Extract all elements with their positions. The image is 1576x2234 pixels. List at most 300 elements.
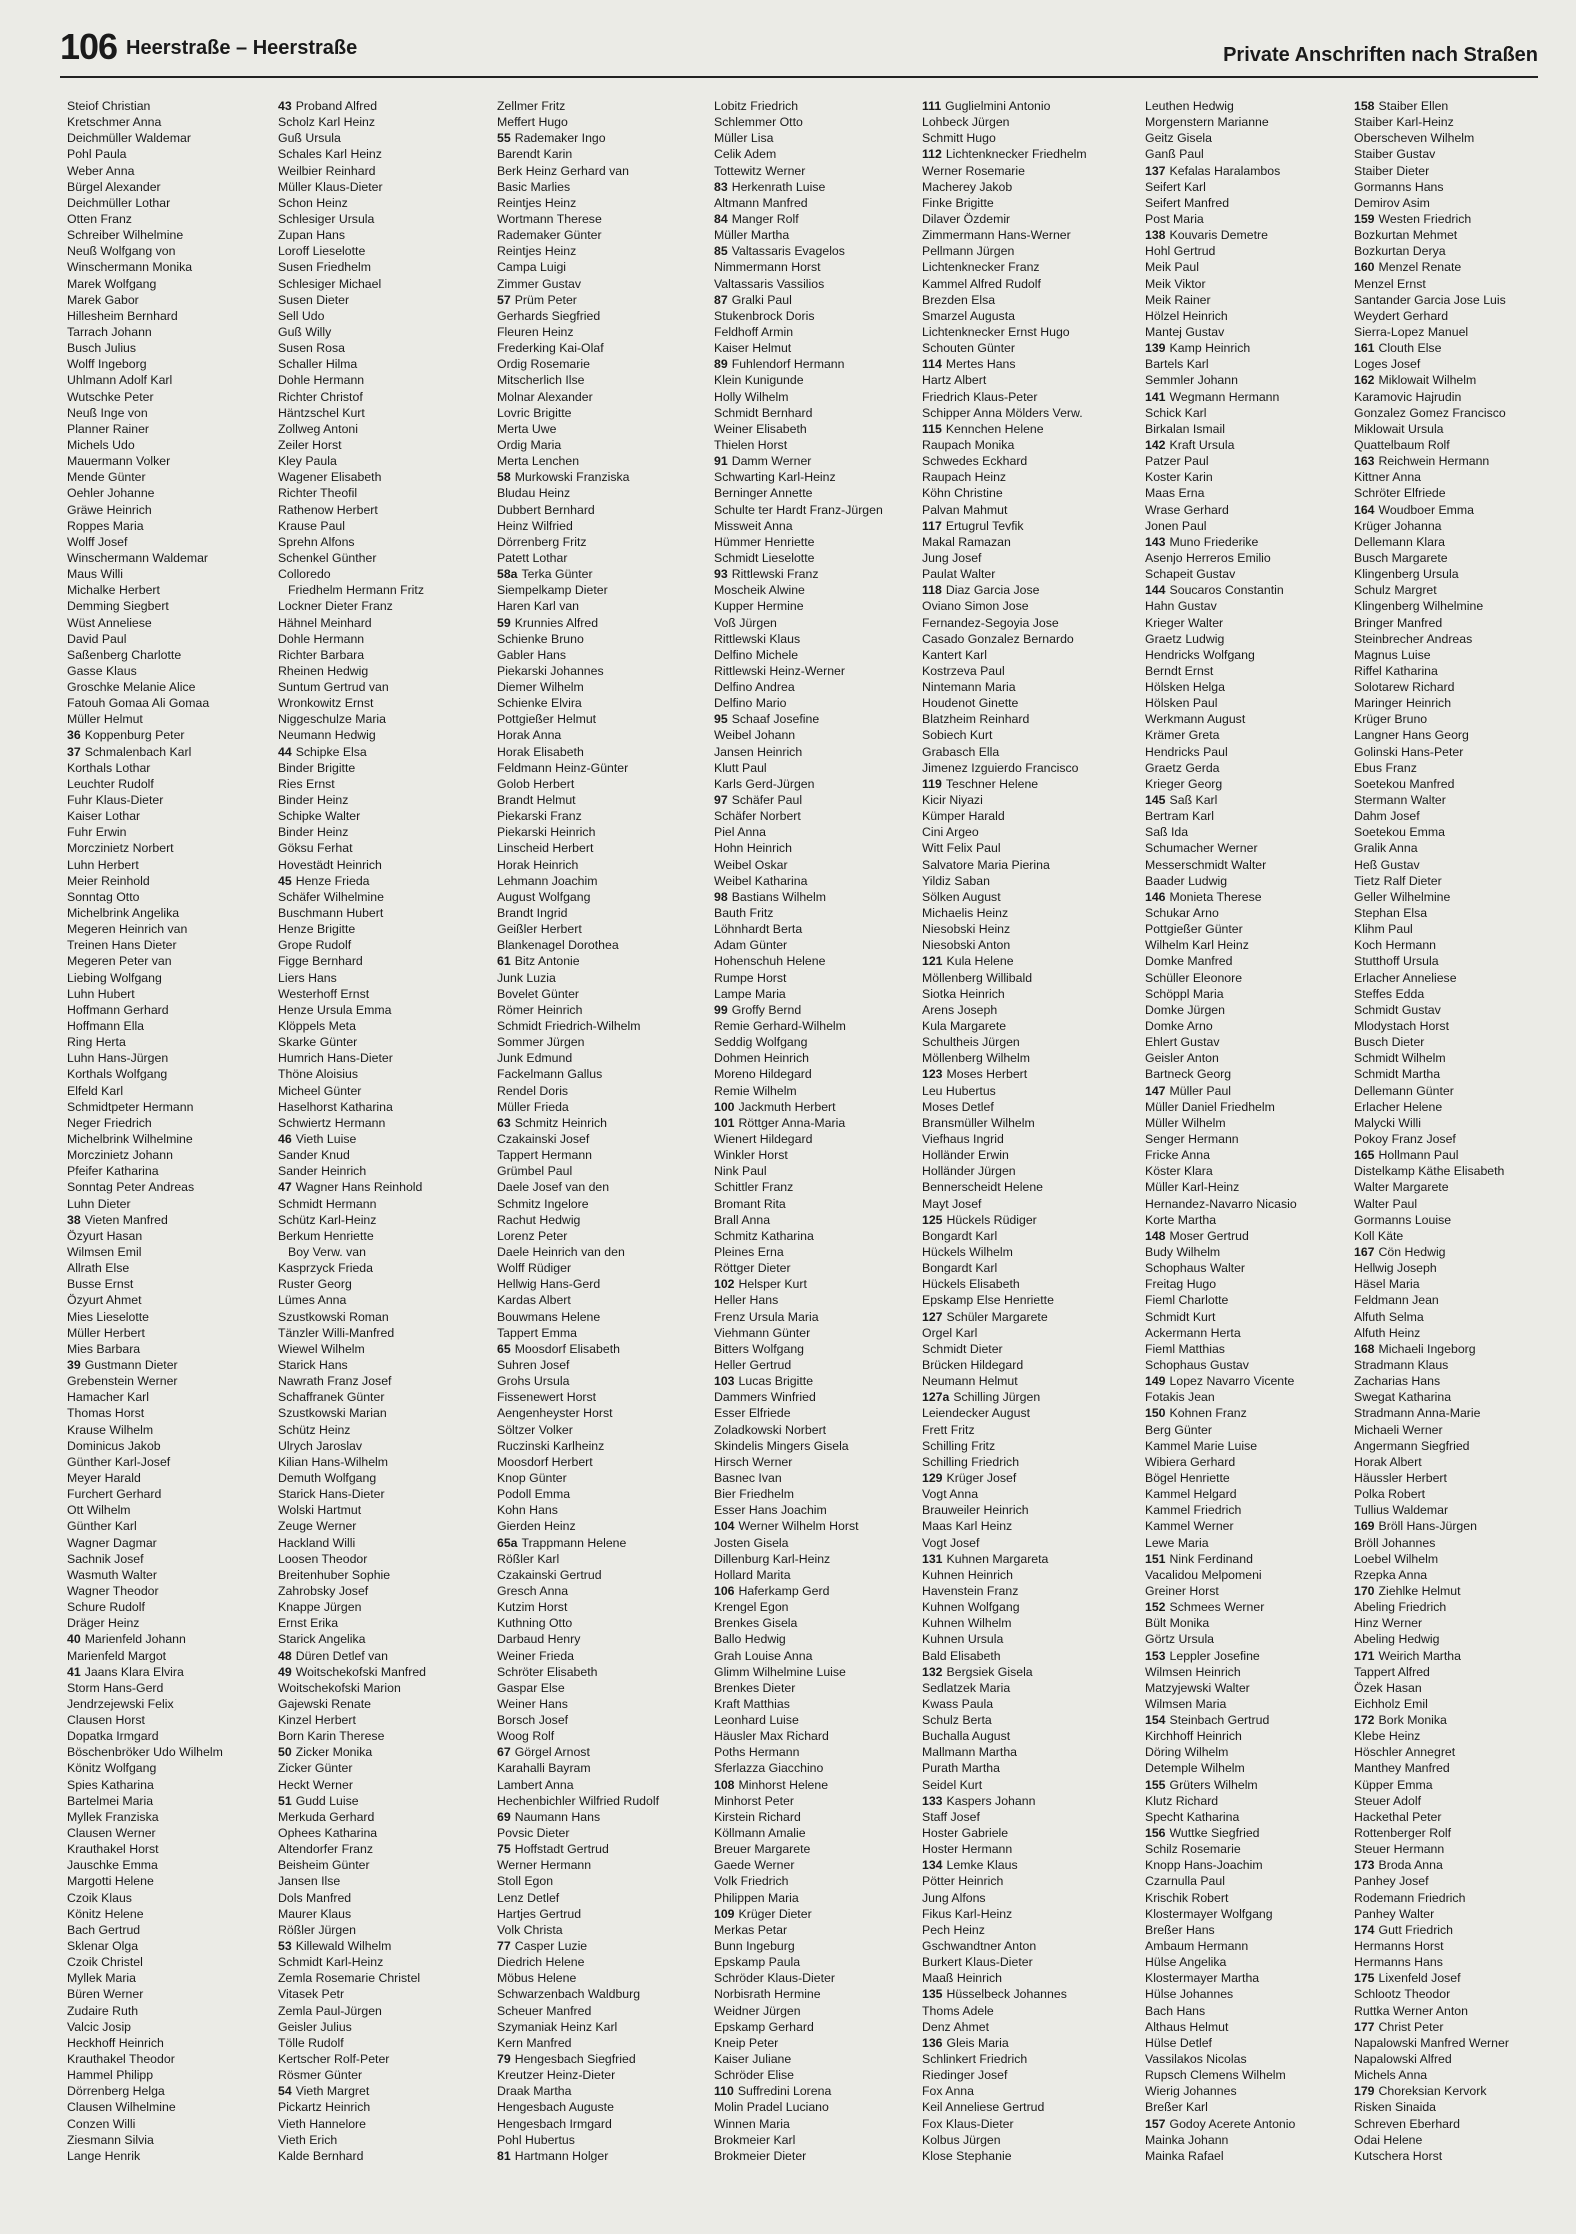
- resident-name: Schäfer Wilhelmine: [278, 889, 384, 904]
- directory-entry: [714, 889, 922, 905]
- resident-name: Dohle Hermann: [278, 373, 365, 388]
- directory-entry: [278, 211, 486, 227]
- directory-entry: [278, 1373, 486, 1389]
- directory-entry: [714, 534, 922, 550]
- resident-name: Gralki Paul: [731, 292, 792, 307]
- resident-name: Geitz Gisela: [1145, 131, 1212, 146]
- directory-entry: [497, 1050, 705, 1066]
- resident-name: Zimmermann Hans-Werner: [922, 228, 1071, 243]
- directory-entry: [67, 2035, 275, 2051]
- resident-name: Furchert Gerhard: [67, 1487, 162, 1502]
- directory-entry: [67, 2019, 275, 2035]
- directory-entry: [497, 1567, 705, 1583]
- directory-entry: [714, 1777, 922, 1793]
- directory-entry: [1354, 1664, 1562, 1680]
- directory-entry: [714, 2083, 922, 2099]
- directory-entry: [67, 889, 275, 905]
- resident-name: Siotka Heinrich: [922, 986, 1005, 1001]
- directory-entry: [1354, 1906, 1562, 1922]
- resident-name: Weber Anna: [67, 163, 135, 178]
- house-number: 162: [1354, 373, 1375, 388]
- resident-name: Kley Paula: [278, 454, 337, 469]
- resident-name: Könitz Helene: [67, 1906, 144, 1921]
- resident-name: Dopatka Irmgard: [67, 1729, 159, 1744]
- directory-entry: [714, 921, 922, 937]
- resident-name: Quattelbaum Rolf: [1354, 437, 1450, 452]
- directory-entry: [714, 1212, 922, 1228]
- resident-name: Borsch Josef: [497, 1713, 569, 1728]
- resident-name: Schilling Fritz: [922, 1438, 996, 1453]
- directory-entry: [67, 1341, 275, 1357]
- resident-name: Kuhnen Wilhelm: [922, 1616, 1012, 1631]
- directory-entry: [278, 1744, 486, 1760]
- directory-entry: [67, 211, 275, 227]
- resident-name: Korthals Wolfgang: [67, 1067, 168, 1082]
- directory-entry: [1145, 1615, 1353, 1631]
- resident-name: Colloredo: [278, 567, 331, 582]
- directory-entry: [922, 970, 1130, 986]
- resident-name: Patzer Paul: [1145, 454, 1209, 469]
- resident-name: Otten Franz: [67, 211, 132, 226]
- directory-entry: [1354, 986, 1562, 1002]
- directory-entry: [922, 1873, 1130, 1889]
- directory-entry: [497, 1179, 705, 1195]
- directory-entry: [922, 1260, 1130, 1276]
- directory-entry: [714, 873, 922, 889]
- resident-name: Gormanns Louise: [1354, 1212, 1452, 1227]
- resident-name: Starick Hans-Dieter: [278, 1487, 385, 1502]
- directory-entry: [922, 1212, 1130, 1228]
- directory-entry: [922, 340, 1130, 356]
- house-number: 45: [278, 873, 292, 888]
- resident-name: Schröder Elise: [714, 2068, 794, 2083]
- directory-entry: [278, 1986, 486, 2002]
- directory-entry: [497, 485, 705, 501]
- directory-entry: [497, 905, 705, 921]
- directory-entry: [278, 550, 486, 566]
- directory-entry: [922, 98, 1130, 114]
- directory-entry: [922, 1244, 1130, 1260]
- directory-entry: [67, 1567, 275, 1583]
- resident-name: Lorenz Peter: [497, 1228, 568, 1243]
- directory-entry: [67, 1728, 275, 1744]
- resident-name: Horak Albert: [1354, 1454, 1422, 1469]
- resident-name: Hengesbach Auguste: [497, 2100, 614, 2115]
- resident-name: Jansen Heinrich: [714, 744, 803, 759]
- directory-entry: [1354, 1567, 1562, 1583]
- directory-entry: [278, 1405, 486, 1421]
- resident-name: Boy Verw. van: [288, 1244, 366, 1259]
- house-number: 177: [1354, 2019, 1375, 2034]
- resident-name: Clausen Horst: [67, 1713, 145, 1728]
- directory-entry: [714, 953, 922, 969]
- directory-entry: [1354, 1551, 1562, 1567]
- directory-entry: [714, 1131, 922, 1147]
- directory-entry: [1354, 695, 1562, 711]
- resident-name: Döring Wilhelm: [1145, 1745, 1229, 1760]
- resident-name: Schaaf Josefine: [731, 712, 820, 727]
- house-number: 165: [1354, 1148, 1375, 1163]
- resident-name: Odai Helene: [1354, 2132, 1423, 2147]
- resident-name: Pokoy Franz Josef: [1354, 1132, 1456, 1146]
- resident-name: Wibiera Gerhard: [1145, 1454, 1236, 1469]
- directory-entry: [278, 1777, 486, 1793]
- resident-name: Hüsselbeck Johannes: [946, 1987, 1067, 2002]
- directory-entry: [67, 582, 275, 598]
- resident-name: Schlemmer Otto: [714, 115, 803, 130]
- directory-entry: [922, 744, 1130, 760]
- resident-name: Wilmsen Emil: [67, 1244, 142, 1259]
- resident-name: Schipper Anna Mölders Verw.: [922, 405, 1083, 420]
- directory-entry: [922, 1050, 1130, 1066]
- directory-entry: [1145, 679, 1353, 695]
- directory-entry: [497, 179, 705, 195]
- directory-entry: [922, 485, 1130, 501]
- house-number: 146: [1145, 889, 1166, 904]
- directory-entry: [922, 1018, 1130, 1034]
- directory-entry: [1145, 615, 1353, 631]
- resident-name: Reichwein Hermann: [1378, 454, 1490, 469]
- directory-entry: [922, 469, 1130, 485]
- resident-name: Feldmann Jean: [1354, 1293, 1439, 1308]
- resident-name: Esser Hans Joachim: [714, 1503, 827, 1518]
- resident-name: Bach Hans: [1145, 2003, 1206, 2018]
- resident-name: Blankenagel Dorothea: [497, 938, 619, 953]
- resident-name: Häsel Maria: [1354, 1277, 1420, 1292]
- directory-entry: [1354, 179, 1562, 195]
- directory-entry: [67, 1422, 275, 1438]
- directory-entry: [714, 1648, 922, 1664]
- resident-name: Klose Stephanie: [922, 2148, 1012, 2163]
- resident-name: Henze Frieda: [295, 873, 370, 888]
- resident-name: Busch Dieter: [1354, 1035, 1425, 1050]
- resident-name: Luhn Hubert: [67, 986, 135, 1001]
- directory-entry: [1354, 1244, 1562, 1260]
- house-number: 53: [278, 1939, 292, 1954]
- resident-name: Heß Gustav: [1354, 857, 1420, 872]
- directory-entry: [922, 146, 1130, 162]
- directory-entry: [67, 598, 275, 614]
- resident-name: Gaede Werner: [714, 1858, 795, 1873]
- house-number: 115: [922, 421, 942, 436]
- directory-entry: [1354, 1018, 1562, 1034]
- directory-entry: [278, 2003, 486, 2019]
- directory-entry: [714, 1196, 922, 1212]
- directory-entry: [497, 372, 705, 388]
- directory-entry: [67, 1615, 275, 1631]
- directory-entry: [278, 889, 486, 905]
- directory-entry: [1354, 776, 1562, 792]
- resident-name: Nawrath Franz Josef: [278, 1374, 392, 1389]
- directory-entry: [1145, 631, 1353, 647]
- resident-name: Tappert Alfred: [1354, 1664, 1430, 1679]
- resident-name: Orgel Karl: [922, 1325, 978, 1340]
- directory-entry: [1145, 1244, 1353, 1260]
- resident-name: Häusler Max Richard: [714, 1729, 829, 1744]
- directory-entry: [497, 1470, 705, 1486]
- resident-name: Helsper Kurt: [738, 1277, 807, 1292]
- house-number: 173: [1354, 1858, 1375, 1873]
- directory-entry: [278, 502, 486, 518]
- directory-entry: [67, 1292, 275, 1308]
- resident-name: Kula Margarete: [922, 1019, 1007, 1034]
- directory-entry: [278, 1357, 486, 1373]
- resident-name: Hölzel Heinrich: [1145, 308, 1228, 323]
- resident-name: Meffert Hugo: [497, 115, 568, 130]
- resident-name: Altmann Manfred: [714, 195, 808, 210]
- directory-entry: [278, 485, 486, 501]
- directory-entry: [922, 1292, 1130, 1308]
- directory-entry: [278, 243, 486, 259]
- directory-entry: [922, 1099, 1130, 1115]
- resident-name: Zupan Hans: [278, 228, 345, 243]
- directory-entry: [497, 857, 705, 873]
- resident-name: Mertes Hans: [945, 357, 1016, 372]
- directory-entry: [1354, 1648, 1562, 1664]
- directory-entry: [1354, 1147, 1562, 1163]
- resident-name: Fissenewert Horst: [497, 1390, 597, 1405]
- resident-name: Kaiser Juliane: [714, 2052, 792, 2067]
- directory-entry: [1145, 1018, 1353, 1034]
- directory-entry: [67, 1099, 275, 1115]
- resident-name: Ordig Rosemarie: [497, 357, 590, 372]
- house-number: 136: [922, 2035, 943, 2050]
- resident-name: Zemla Paul-Jürgen: [278, 2003, 382, 2018]
- directory-entry: [497, 1002, 705, 1018]
- house-number: 99: [714, 1002, 728, 1017]
- resident-name: Clausen Wilhelmine: [67, 2100, 176, 2115]
- directory-entry: [1354, 970, 1562, 986]
- directory-entry: [922, 389, 1130, 405]
- directory-entry: [714, 1002, 922, 1018]
- resident-name: Ehlert Gustav: [1145, 1035, 1220, 1050]
- resident-name: Koll Käte: [1354, 1228, 1404, 1243]
- directory-entry: [922, 663, 1130, 679]
- directory-entry: [922, 1938, 1130, 1954]
- directory-entry: [1354, 1760, 1562, 1776]
- directory-entry: [67, 1147, 275, 1163]
- directory-entry: [922, 1002, 1130, 1018]
- resident-name: Friedhelm Hermann Fritz: [288, 583, 424, 598]
- directory-entry: [1145, 98, 1353, 114]
- directory-entry: [497, 1970, 705, 1986]
- house-number: 132: [922, 1664, 943, 1679]
- directory-entry: [497, 1841, 705, 1857]
- resident-name: Domke Arno: [1145, 1019, 1213, 1034]
- resident-name: Sonntag Otto: [67, 889, 140, 904]
- resident-name: Schöppl Maria: [1145, 986, 1224, 1001]
- directory-entry: [714, 986, 922, 1002]
- directory-entry: [1145, 1954, 1353, 1970]
- directory-entry: [922, 227, 1130, 243]
- directory-entry: [922, 1179, 1130, 1195]
- directory-entry: [278, 1486, 486, 1502]
- directory-entry: [497, 1373, 705, 1389]
- directory-entry: [714, 1438, 922, 1454]
- directory-entry: [714, 1325, 922, 1341]
- directory-entry: [922, 1502, 1130, 1518]
- resident-name: Schophaus Gustav: [1145, 1357, 1249, 1372]
- resident-name: Schreven Eberhard: [1354, 2116, 1460, 2131]
- directory-entry: [922, 324, 1130, 340]
- resident-name: Schwedes Eckhard: [922, 454, 1028, 469]
- directory-entry: [922, 2132, 1130, 2148]
- resident-name: Weirich Martha: [1378, 1648, 1461, 1663]
- resident-name: Schouten Günter: [922, 341, 1015, 356]
- directory-entry: [497, 1777, 705, 1793]
- resident-name: Schlinkert Friedrich: [922, 2052, 1028, 2067]
- directory-entry: [714, 1179, 922, 1195]
- resident-name: Pohl Hubertus: [497, 2132, 575, 2147]
- resident-name: Wolff Ingeborg: [67, 357, 147, 372]
- resident-name: Siempelkamp Dieter: [497, 583, 608, 598]
- directory-entry: [497, 2067, 705, 2083]
- resident-name: Wutschke Peter: [67, 389, 154, 404]
- directory-entry: [67, 1712, 275, 1728]
- directory-entry: [278, 1212, 486, 1228]
- resident-name: Heinz Wilfried: [497, 518, 573, 533]
- resident-name: Böschenbröker Udo Wilhelm: [67, 1745, 223, 1760]
- directory-entry: [1145, 2132, 1353, 2148]
- resident-name: Jauschke Emma: [67, 1858, 158, 1873]
- directory-entry: [922, 647, 1130, 663]
- directory-entry: [922, 1970, 1130, 1986]
- directory-entry: [1354, 1890, 1562, 1906]
- resident-name: Epskamp Paula: [714, 1955, 801, 1970]
- directory-entry: [1145, 405, 1353, 421]
- directory-entry: [497, 1309, 705, 1325]
- directory-entry: [1145, 1760, 1353, 1776]
- resident-name: Bögel Henriette: [1145, 1470, 1230, 1485]
- directory-entry: [497, 114, 705, 130]
- directory-entry: [67, 502, 275, 518]
- resident-name: Friedrich Klaus-Peter: [922, 389, 1038, 404]
- directory-entry: [1354, 2051, 1562, 2067]
- resident-name: Niggeschulze Maria: [278, 712, 386, 727]
- resident-name: Pfeifer Katharina: [67, 1164, 159, 1179]
- directory-entry: [278, 437, 486, 453]
- directory-entry: [67, 1986, 275, 2002]
- street-range: Heerstraße – Heerstraße: [126, 37, 358, 59]
- resident-name: Nink Paul: [714, 1164, 767, 1179]
- resident-name: Binder Brigitte: [278, 760, 356, 775]
- directory-entry: [278, 1438, 486, 1454]
- resident-name: Kuhnen Heinrich: [922, 1567, 1013, 1582]
- house-number: 118: [922, 583, 942, 598]
- directory-entry: [1354, 1857, 1562, 1873]
- directory-entry: [1354, 1841, 1562, 1857]
- resident-name: Gralik Anna: [1354, 841, 1418, 856]
- directory-entry: [67, 276, 275, 292]
- resident-name: Richter Christof: [278, 389, 363, 404]
- directory-entry: [714, 1502, 922, 1518]
- resident-name: Bransmüller Wilhelm: [922, 1115, 1035, 1130]
- resident-name: Binder Heinz: [278, 793, 349, 808]
- directory-entry: [67, 485, 275, 501]
- house-number: 150: [1145, 1406, 1166, 1421]
- resident-name: Dominicus Jakob: [67, 1438, 161, 1453]
- directory-entry: [278, 1341, 486, 1357]
- resident-name: Gierden Heinz: [497, 1519, 576, 1534]
- resident-name: Guß Willy: [278, 324, 332, 339]
- directory-entry: [497, 1163, 705, 1179]
- resident-name: Gustmann Dieter: [84, 1357, 178, 1372]
- directory-entry: [1354, 1422, 1562, 1438]
- resident-name: Volk Christa: [497, 1922, 563, 1937]
- house-number: 175: [1354, 1971, 1375, 1986]
- directory-entry: [714, 1357, 922, 1373]
- resident-name: Ruster Georg: [278, 1277, 352, 1292]
- resident-name: Demming Siegbert: [67, 599, 169, 614]
- resident-name: Epskamp Else Henriette: [922, 1293, 1054, 1308]
- directory-entry: [497, 518, 705, 534]
- resident-name: Kirchhoff Heinrich: [1145, 1729, 1242, 1744]
- house-number: 58: [497, 470, 511, 485]
- resident-name: Viefhaus Ingrid: [922, 1132, 1004, 1146]
- resident-name: Margotti Helene: [67, 1874, 154, 1889]
- directory-entry: [922, 1083, 1130, 1099]
- resident-name: Liebing Wolfgang: [67, 970, 162, 985]
- directory-entry: [497, 421, 705, 437]
- resident-name: Möllenberg Willibald: [922, 970, 1033, 985]
- resident-name: Schulte ter Hardt Franz-Jürgen: [714, 502, 883, 517]
- resident-name: Fackelmann Gallus: [497, 1067, 603, 1082]
- resident-name: Paulat Walter: [922, 567, 996, 582]
- directory-entry: [1145, 744, 1353, 760]
- resident-name: Murkowski Franziska: [514, 470, 630, 485]
- directory-entry: [1145, 1890, 1353, 1906]
- directory-entry: [922, 808, 1130, 824]
- resident-name: Marek Gabor: [67, 292, 139, 307]
- directory-entry: [1145, 2035, 1353, 2051]
- resident-name: Voß Jürgen: [714, 615, 777, 630]
- directory-entry: [67, 953, 275, 969]
- directory-entry: [1354, 1744, 1562, 1760]
- directory-entry: [1145, 1470, 1353, 1486]
- directory-entry: [1145, 1793, 1353, 1809]
- resident-name: Bröll Hans-Jürgen: [1378, 1519, 1477, 1534]
- house-number: 129: [922, 1470, 943, 1485]
- directory-entry: [1354, 1470, 1562, 1486]
- directory-entry: [922, 905, 1130, 921]
- resident-name: Ries Ernst: [278, 776, 335, 791]
- directory-entry: [1145, 695, 1353, 711]
- resident-name: Schultheis Jürgen: [922, 1035, 1020, 1050]
- resident-name: Golob Herbert: [497, 776, 575, 791]
- directory-entry: [67, 1260, 275, 1276]
- resident-name: Grabasch Ella: [922, 744, 1000, 759]
- directory-entry: [1354, 469, 1562, 485]
- resident-name: Michalke Herbert: [67, 583, 160, 598]
- resident-name: Kula Helene: [946, 954, 1014, 969]
- directory-entry: [497, 582, 705, 598]
- resident-name: Weibel Katharina: [714, 873, 808, 888]
- directory-entry: [497, 1873, 705, 1889]
- directory-entry: [1354, 2019, 1562, 2035]
- directory-entry: [67, 340, 275, 356]
- resident-name: Suntum Gertrud van: [278, 680, 389, 695]
- resident-name: Jansen Ilse: [278, 1874, 341, 1889]
- resident-name: Zoladkowski Norbert: [714, 1422, 827, 1437]
- directory-entry: [278, 857, 486, 873]
- resident-name: Rumpe Horst: [714, 970, 787, 985]
- directory-entry: [278, 453, 486, 469]
- directory-entry: [278, 1099, 486, 1115]
- directory-entry: [497, 195, 705, 211]
- directory-entry: [1354, 1357, 1562, 1373]
- house-number: 55: [497, 131, 511, 146]
- resident-name: Woitschekofski Marion: [278, 1680, 401, 1695]
